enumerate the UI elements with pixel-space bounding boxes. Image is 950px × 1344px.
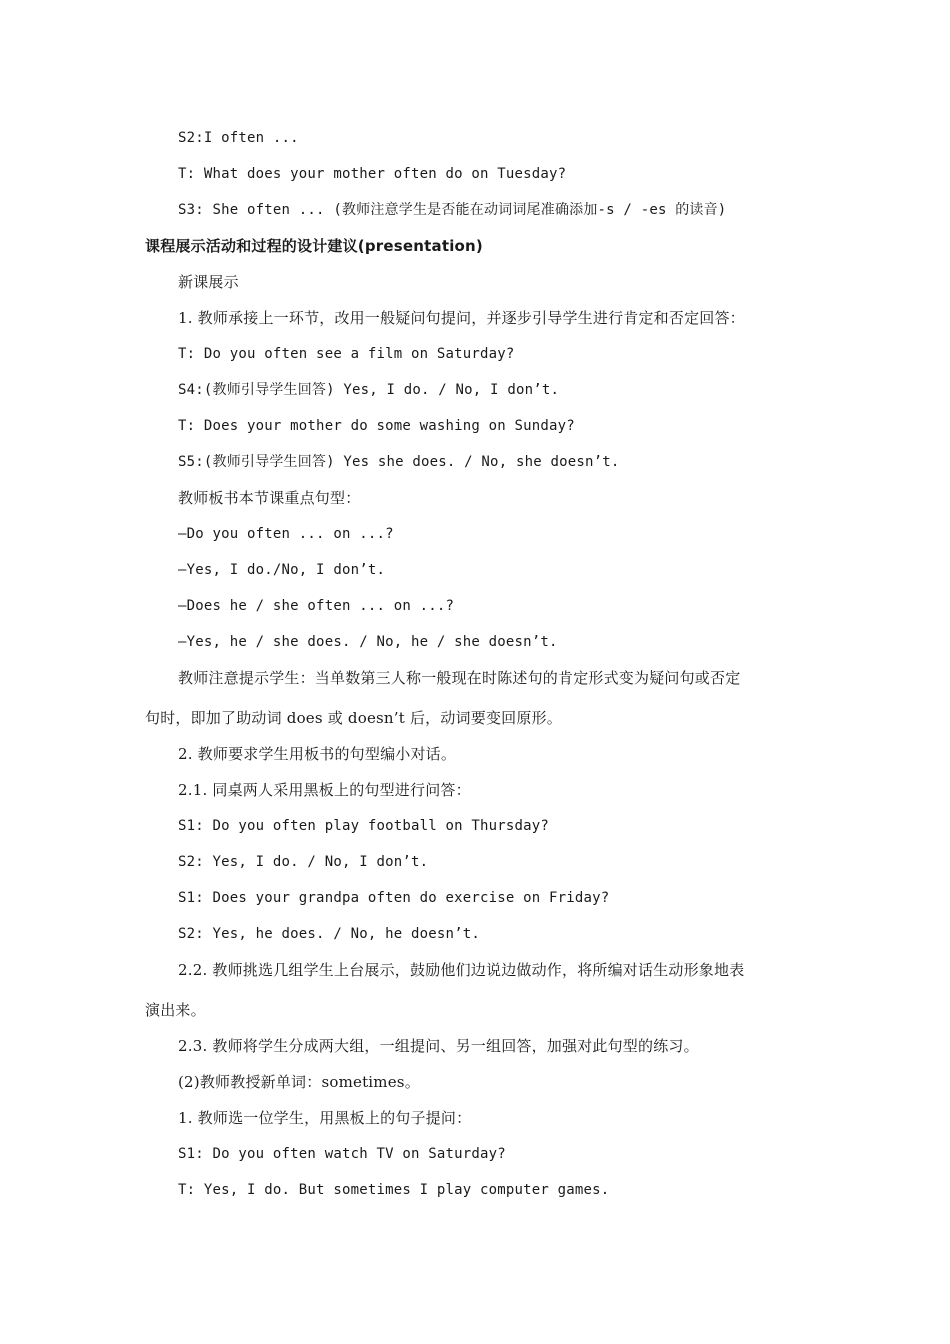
dialogue-line-s3: S3: She often ... (教师注意学生是否能在动词词尾准确添加-s / -es 的读音) [178, 202, 727, 218]
dialogue-line-t: T: Does your mother do some washing on Sunday? [178, 418, 575, 434]
step-2-1-instruction: 2.1. 同桌两人采用黑板上的句型进行问答： [178, 781, 471, 799]
step-2-3-instruction: 2.3. 教师将学生分成两大组，一组提问、另一组回答，加强对此句型的练习。 [178, 1037, 699, 1055]
dialogue-line-s1: S1: Does your grandpa often do exercise on Friday? [178, 890, 610, 906]
step-2-instruction: 2. 教师要求学生用板书的句型编小对话。 [178, 745, 457, 763]
paragraph-note: 教师注意提示学生：当单数第三人称一般现在时陈述句的肯定形式变为疑问句或否定 [178, 669, 741, 687]
new-word-step-1: 1. 教师选一位学生，用黑板上的句子提问： [178, 1109, 472, 1127]
dialogue-line-s2: S2:I often ... [178, 130, 299, 146]
dialogue-line-t: T: Do you often see a film on Saturday? [178, 346, 515, 362]
dialogue-line-s4: S4:(教师引导学生回答) Yes, I do. / No, I don’t. [178, 382, 560, 398]
paragraph-note-continued: 句时，即加了助动词 does 或 doesn’t 后，动词要变回原形。 [145, 709, 562, 727]
dialogue-line-s2: S2: Yes, he does. / No, he doesn’t. [178, 926, 481, 942]
pattern-line: —Yes, I do./No, I don’t. [178, 562, 386, 578]
section-heading: 课程展示活动和过程的设计建议(presentation) [145, 237, 483, 255]
pattern-line: —Do you often ... on ...? [178, 526, 394, 542]
step-2-2-instruction: 2.2. 教师挑选几组学生上台展示，鼓励他们边说边做动作，将所编对话生动形象地表 [178, 961, 745, 979]
step-2-2-continued: 演出来。 [145, 1001, 206, 1019]
dialogue-line-s1: S1: Do you often play football on Thursday? [178, 818, 550, 834]
dialogue-line-s1: S1: Do you often watch TV on Saturday? [178, 1146, 506, 1162]
board-heading: 教师板书本节课重点句型： [178, 489, 361, 507]
dialogue-line-s2: S2: Yes, I do. / No, I don’t. [178, 854, 429, 870]
dialogue-line-t: T: What does your mother often do on Tuesday? [178, 166, 567, 182]
dialogue-line-s5: S5:(教师引导学生回答) Yes she does. / No, she doesn’t. [178, 454, 620, 470]
new-word-heading: (2)教师教授新单词：sometimes。 [178, 1073, 420, 1091]
pattern-line: —Does he / she often ... on ...? [178, 598, 455, 614]
subsection-title: 新课展示 [178, 273, 239, 291]
pattern-line: —Yes, he / she does. / No, he / she doesn’t. [178, 634, 558, 650]
step-1-instruction: 1. 教师承接上一环节，改用一般疑问句提问，并逐步引导学生进行肯定和否定回答： [178, 309, 745, 327]
dialogue-line-t: T: Yes, I do. But sometimes I play computer games. [178, 1182, 610, 1198]
